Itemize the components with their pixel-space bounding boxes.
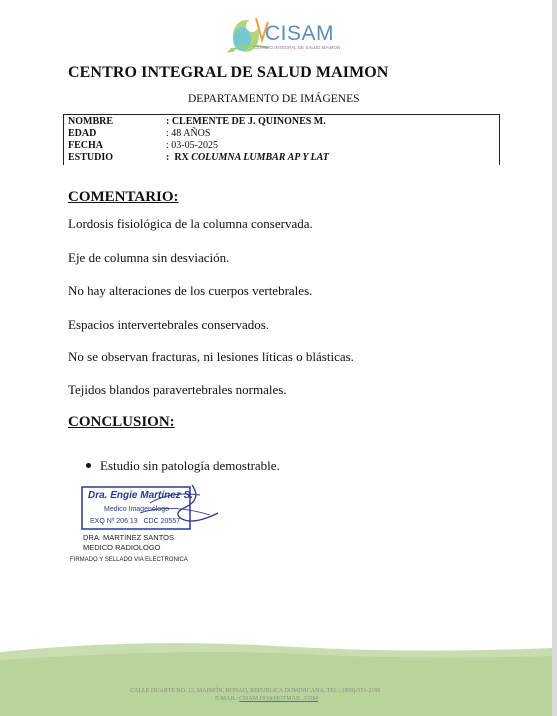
logo-brand-text: CISAM	[265, 22, 335, 45]
report-date-row	[68, 140, 218, 152]
page-edge	[552, 0, 557, 716]
report-date-value: : 03-05-2025	[166, 140, 218, 151]
study-label: ESTUDIO	[68, 152, 114, 163]
study-row	[68, 152, 329, 164]
finding-text: Lordosis fisiológica de la columna conservada.	[68, 216, 313, 231]
finding-text: Tejidos blandos paravertebrales normales.	[68, 382, 287, 397]
report-date-label: FECHA	[68, 140, 103, 151]
study-prefix: : RX	[166, 152, 192, 163]
stamp-exeq: EXQ Nº 206 13 CDC 20557	[90, 518, 181, 525]
bullet-icon	[86, 463, 91, 468]
patient-age-label: EDAD	[68, 128, 97, 139]
footer-email	[215, 696, 318, 702]
finding-text: Espacios intervertebrales conservados.	[68, 317, 270, 332]
email-label: E-MAIL:	[215, 696, 240, 702]
doctor-role: MEDICO RADIOLOGO	[83, 543, 161, 552]
patient-name-row	[68, 116, 326, 128]
patient-age-row	[68, 128, 210, 140]
finding-text: Eje de columna sin desviación.	[68, 250, 230, 265]
patient-name-value: : CLEMENTE DE J. QUINONES M.	[166, 116, 326, 127]
report-title: CENTRO INTEGRAL DE SALUD MAIMON	[68, 64, 389, 81]
stamp-role: Medico Imagenólogo	[104, 506, 169, 513]
finding-text: No hay alteraciones de los cuerpos vertebrales.	[68, 283, 313, 298]
footer-wave	[0, 640, 552, 716]
electronic-signature-note: FIRMADO Y SELLADO VIA ELECTRONICA	[70, 557, 188, 563]
conclusion-heading: CONCLUSION:	[68, 414, 175, 430]
finding-text: No se observan fracturas, ni lesiones líticas o blásticas.	[68, 349, 354, 364]
comment-heading: COMENTARIO:	[68, 189, 179, 205]
conclusion-item: Estudio sin patología demostrable.	[100, 458, 280, 473]
department-name: DEPARTAMENTO DE IMÁGENES	[188, 93, 360, 105]
study-value: COLUMNA LUMBAR AP Y LAT	[191, 152, 329, 163]
patient-name-label: NOMBRE	[68, 116, 113, 127]
logo-tagline: CENTRO INTEGRAL DE SALUD MAIMON	[254, 45, 341, 50]
patient-age-value: : 48 AÑOS	[166, 128, 211, 139]
patient-info-box	[63, 114, 500, 165]
stamp-name: Dra. Engie Martinez S.	[88, 490, 194, 501]
email-link[interactable]: CISAM.DO@HOTMAIL .COM	[239, 696, 318, 702]
footer-address: CALLE DUARTE NO. 13, MAIMÓN, BONAO, REPUBLICA DOMINICANA, TEL.: (809)-551-2196	[130, 688, 381, 694]
doctor-name: DRA. MARTINEZ SANTOS	[83, 533, 174, 542]
